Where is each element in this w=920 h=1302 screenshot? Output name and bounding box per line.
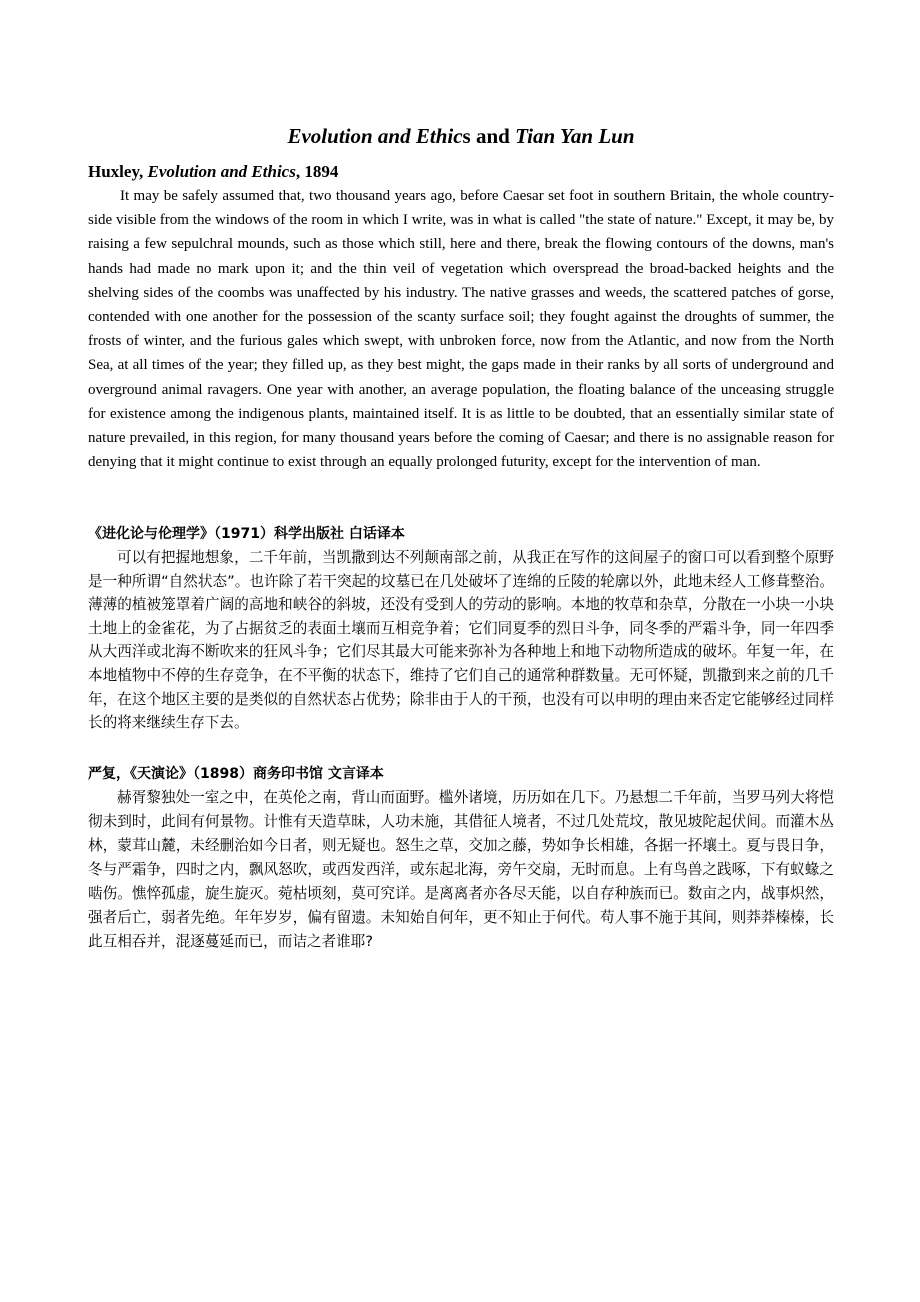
huxley-author: Huxley, — [88, 162, 148, 181]
title-part-2: s and — [462, 124, 516, 148]
classical-translation-heading: 严复，《天演论》（1898）商务印书馆 文言译本 — [88, 766, 384, 782]
document-title — [88, 122, 834, 150]
vernacular-translation-paragraph: 可以有把握地想象，二千年前，当凯撒到达不列颠南部之前，从我正在写作的这间屋子的窗口可以看到整个原野是一种所谓“自然状态”。也许除了若干突起的坟墓已在几处破坏了连绵的丘陵的轮廓以外，此地未经人工修葺整治。薄薄的植被笼罩着广阔的高地和峡谷的斜坡，还没有受到人的劳动的影响。本地的牧草和杂草，分散在一小块一小块土地上的金雀花，为了占据贫乏的表面土壤而互相竞争着；它们同夏季的烈日斗争，同冬季的严霜斗争，同一年四季从大西洋或北海不断吹来的狂风斗争；它们尽其最大可能来弥补为各种地上和地下动物所造成的破坏。年复一年，在本地植物中不停的生存竞争，在不平衡的状态下，维持了它们自己的通常种群数量。无可怀疑，凯撒到来之前的几千年，在这个地区主要的是类似的自然状态占优势；除非由于人的干预，也没有可以申明的理由来否定它能够经过同样长的将来继续生存下去。 — [88, 549, 834, 732]
vernacular-translation-heading: 《进化论与伦理学》（1971）科学出版社 白话译本 — [88, 526, 405, 542]
title-part-1: Evolution and Ethic — [287, 124, 463, 148]
huxley-book-title: Evolution and Ethics — [147, 162, 296, 181]
huxley-heading — [88, 160, 338, 184]
title-part-3: Tian Yan Lun — [515, 124, 635, 148]
classical-translation-paragraph: 赫胥黎独处一室之中，在英伦之南，背山而面野。槛外诸境，历历如在几下。乃悬想二千年前，当罗马列大将恺彻未到时，此间有何景物。计惟有天造草昧，人功未施，其借征人境者，不过几处荒坟，散见坡陀起伏间。而灌木丛林，蒙茸山麓，未经删治如今日者，则无疑也。怒生之草，交加之藤，势如争长相雄，各据一抔壤土。夏与畏日争，冬与严霜争，四时之内，飘风怒吹，或西发西洋，或东起北海，旁午交扇，无时而息。上有鸟兽之践啄，下有蚁蝝之啮伤。憔悴孤虚，旋生旋灭。菀枯顷刻，莫可究详。是离离者亦各尽天能，以自存种族而已。数亩之内，战事炽然，强者后亡，弱者先绝。年年岁岁，偏有留遗。未知始自何年，更不知止于何代。苟人事不施于其间，则莽莽榛榛，长此互相吞并，混逐蔓延而已，而诘之者谁耶? — [88, 789, 834, 950]
huxley-paragraph: It may be safely assumed that, two thousand years ago, before Caesar set foot in southern Britain, the whole country-side visible from the windows of the room in which I write, was in what is called "the state of nature." Except, it may be, by raising a few sepulchral mounds, such as those which still, here and there, break the flowing contours of the downs, man's hands had made no mark upon it; and the thin veil of vegetation which overspread the broad-backed heights and the shelving sides of the coombs was unaffected by his industry. The native grasses and weeds, the scattered patches of gorse, contended with one another for the possession of the scanty surface soil; they fought against the droughts of summer, the frosts of winter, and the furious gales which swept, with unbroken force, now from the Atlantic, and now from the North Sea, at all times of the year; they filled up, as they best might, the gaps made in their ranks by all sorts of underground and overground animal ravagers. One year with another, an average population, the floating balance of the unceasing struggle for existence among the indigenous plants, maintained itself. It is as little to be doubted, that an essentially similar state of nature prevailed, in this region, for many thousand years before the coming of Caesar; and there is no assignable reason for denying that it might continue to exist through an equally prolonged futurity, except for the intervention of man. — [88, 188, 834, 471]
huxley-year: , 1894 — [295, 162, 339, 181]
